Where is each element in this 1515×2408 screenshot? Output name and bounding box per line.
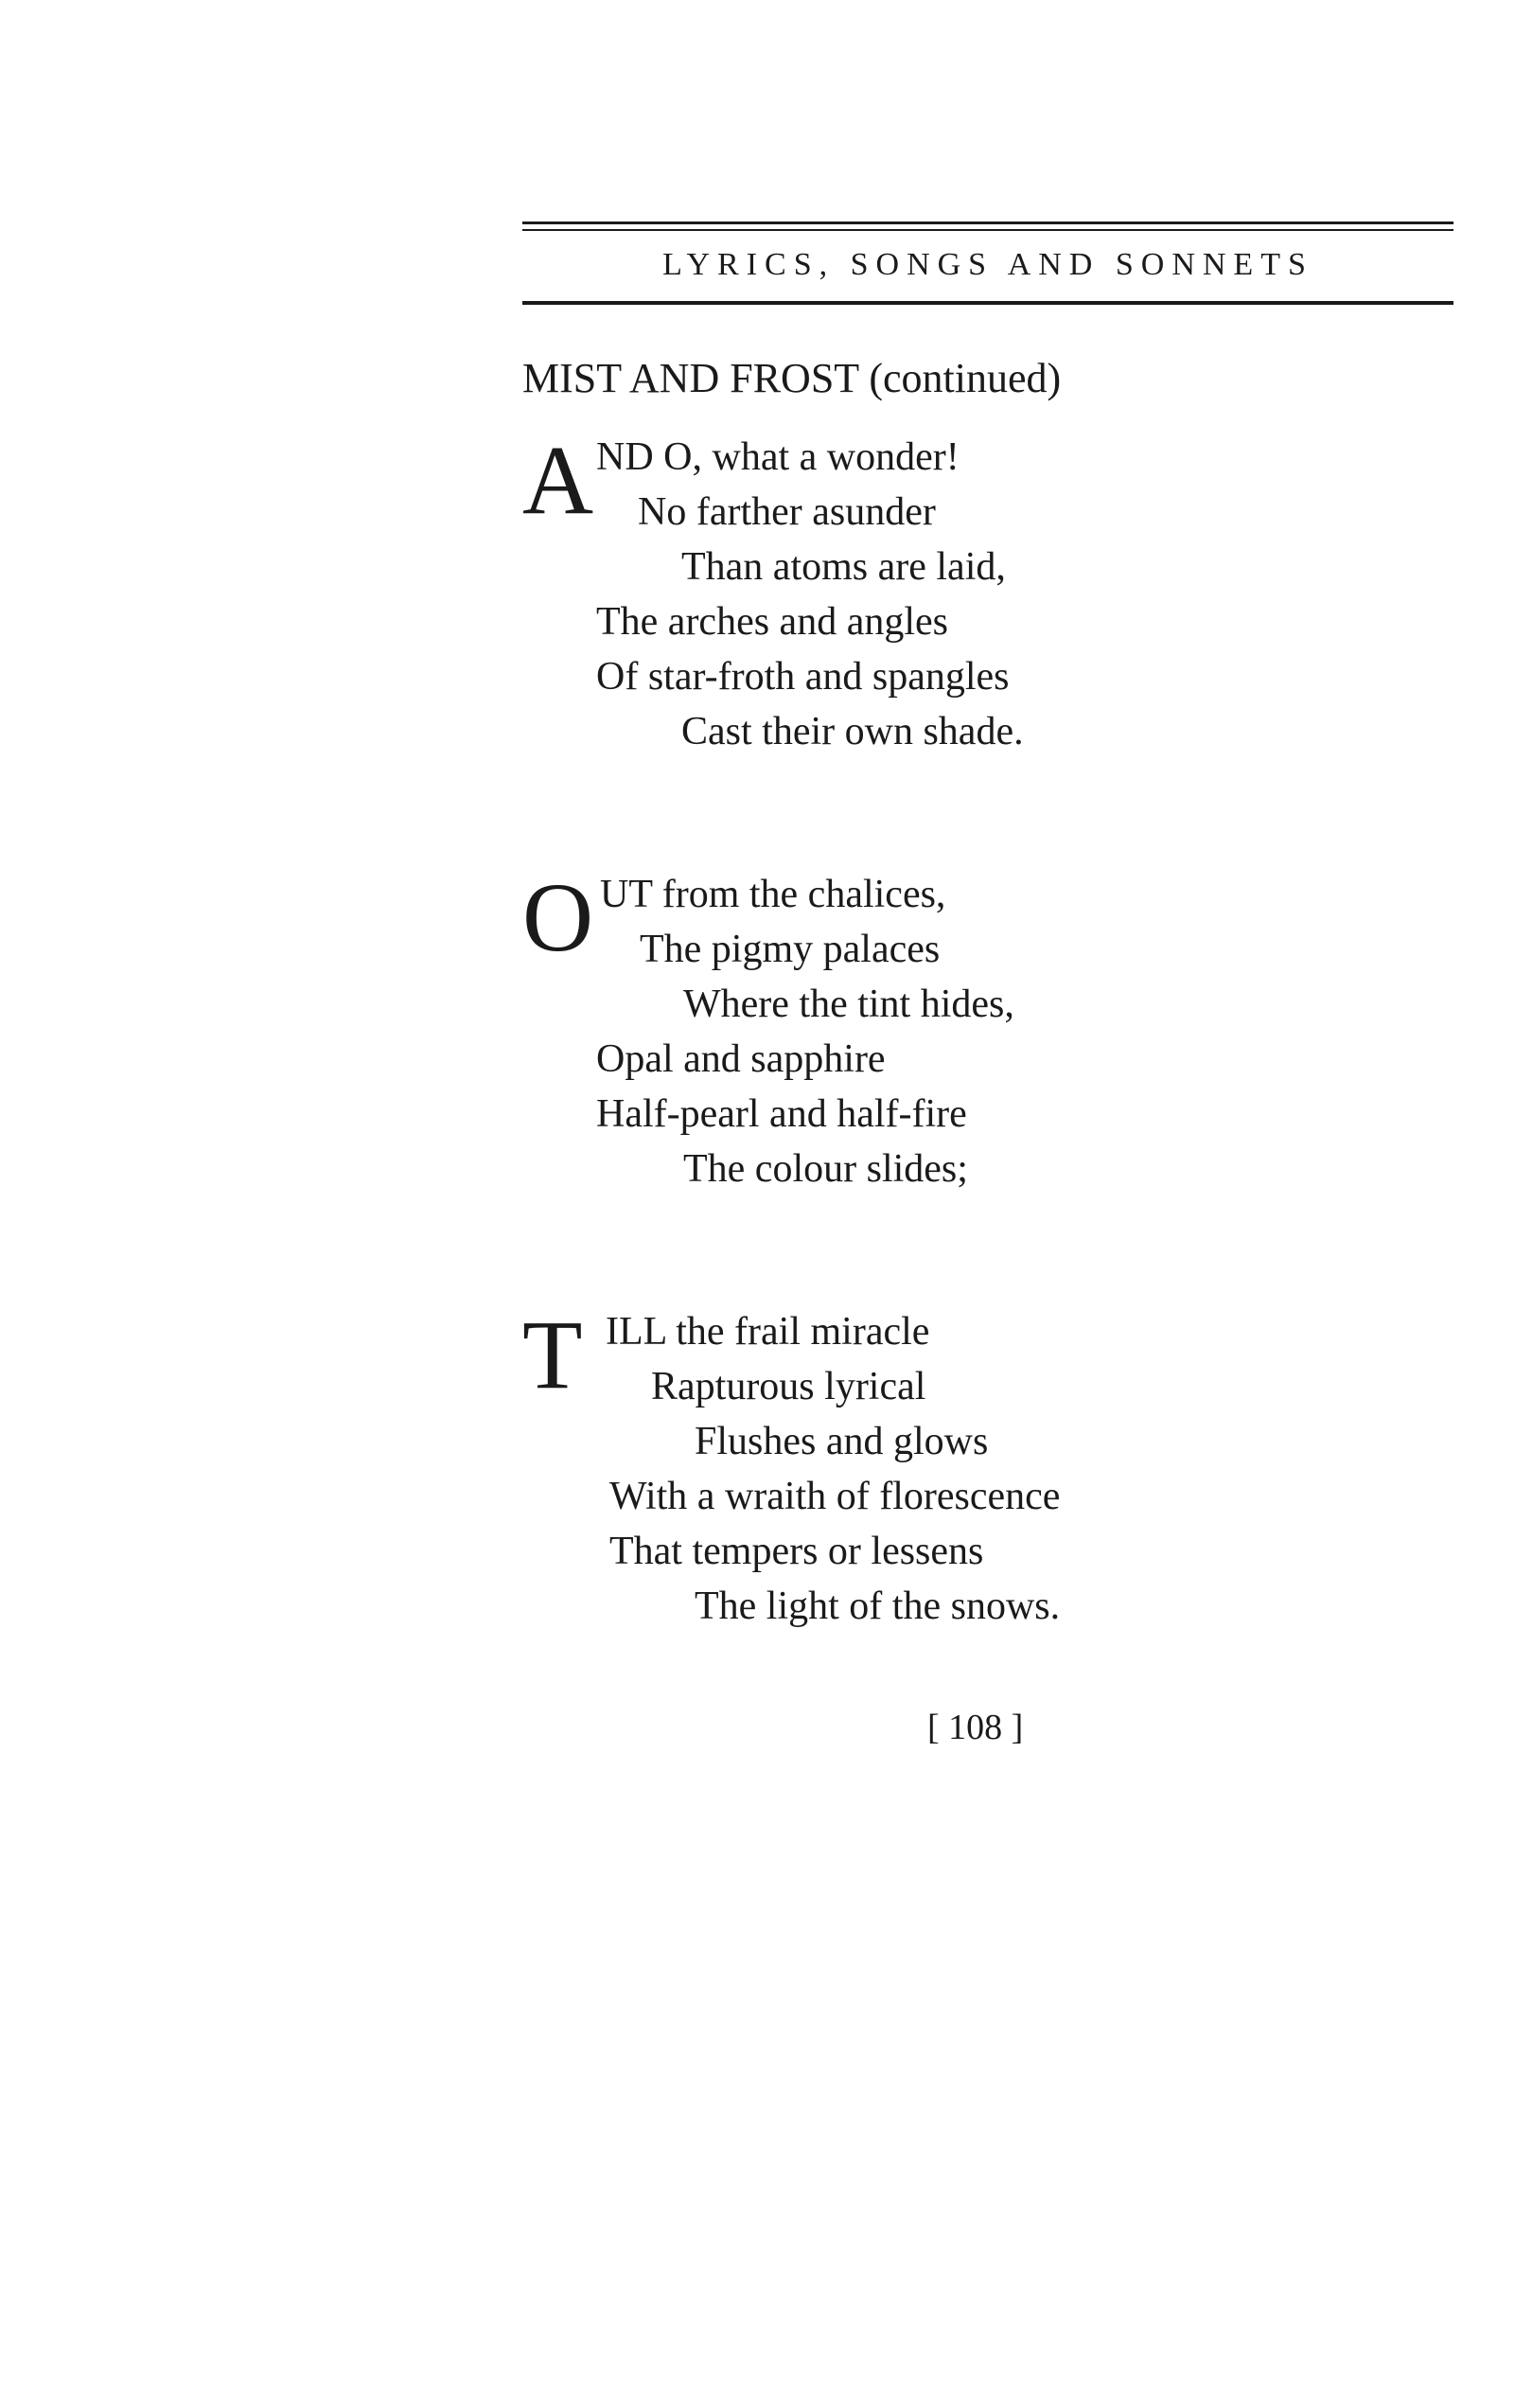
verse-line: UT from the chalices, bbox=[600, 873, 946, 916]
verse-line: That tempers or lessens bbox=[609, 1530, 984, 1573]
verse-line: ND O, what a wonder! bbox=[596, 435, 960, 479]
poem-title: MIST AND FROST (continued) bbox=[522, 355, 1062, 401]
verse-line: Rapturous lyrical bbox=[651, 1365, 926, 1408]
page-number: [ 108 ] bbox=[927, 1708, 1024, 1747]
header-bottom-rule bbox=[522, 301, 1453, 305]
verse-line: With a wraith of florescence bbox=[609, 1475, 1061, 1518]
verse-line: ILL the frail miracle bbox=[606, 1310, 930, 1354]
running-head: LYRICS, SONGS AND SONNETS bbox=[662, 247, 1313, 282]
verse-line: Cast their own shade. bbox=[681, 710, 1024, 753]
verse-line: Of star-froth and spangles bbox=[596, 655, 1010, 699]
verse-line: Than atoms are laid, bbox=[681, 545, 1006, 589]
verse-line: Flushes and glows bbox=[695, 1420, 989, 1463]
verse-line: Where the tint hides, bbox=[683, 983, 1014, 1026]
verse-line: The pigmy palaces bbox=[640, 928, 941, 971]
verse-line: Half-pearl and half-fire bbox=[596, 1092, 967, 1136]
verse-line: The arches and angles bbox=[596, 600, 948, 644]
header-double-rule bbox=[522, 221, 1453, 231]
verse-line: Opal and sapphire bbox=[596, 1037, 886, 1081]
verse-line: The light of the snows. bbox=[695, 1585, 1061, 1628]
drop-cap: A bbox=[522, 426, 594, 535]
verse-line: The colour slides; bbox=[683, 1147, 968, 1191]
verse-line: No farther asunder bbox=[638, 490, 936, 534]
drop-cap: T bbox=[522, 1301, 583, 1409]
drop-cap: O bbox=[522, 863, 594, 972]
